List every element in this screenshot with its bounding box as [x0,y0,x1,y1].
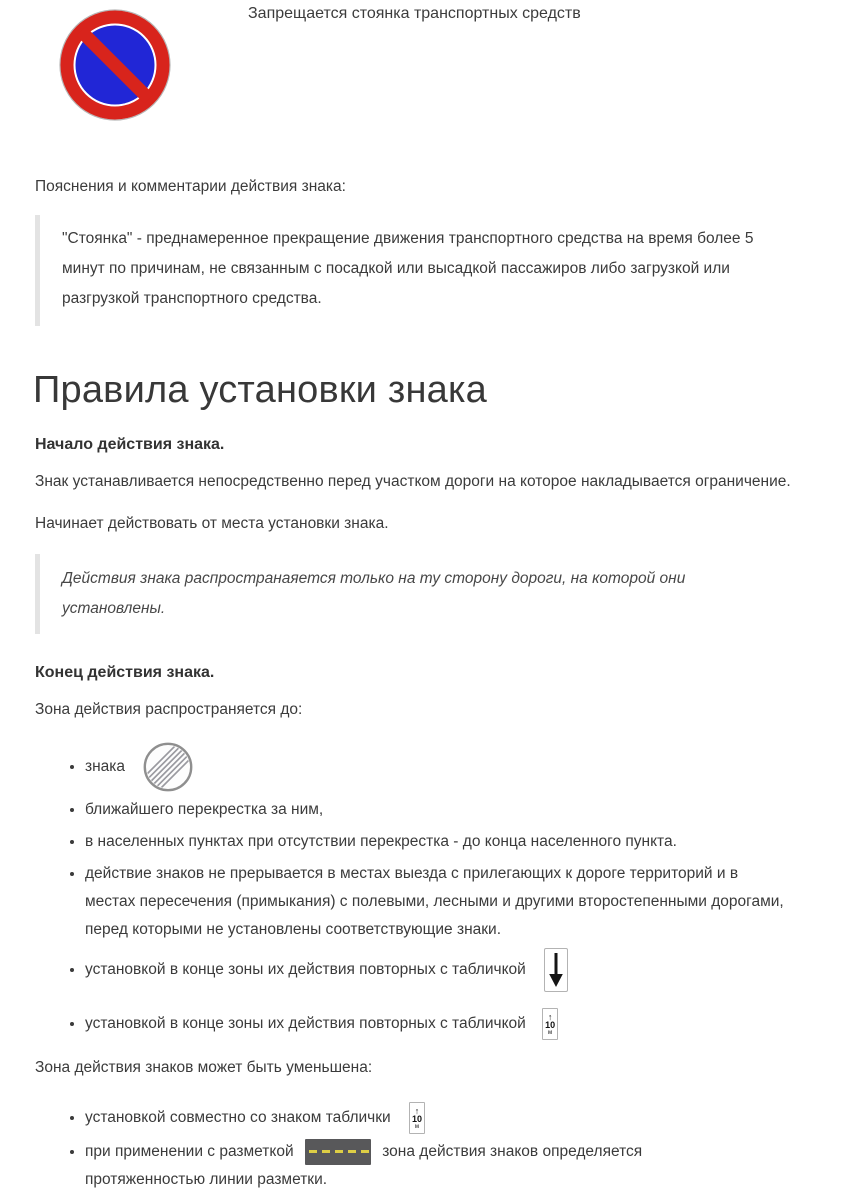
plaque-value: 10 [411,1113,422,1124]
start-paragraph-2: Начинает действовать от места установки знака. [35,515,389,532]
plaque-arrow: ↑ [414,1105,420,1116]
list-item [85,1138,725,1194]
side-note-blockquote [35,554,765,634]
end-of-restrictions-sign-icon [143,742,193,792]
list-item-text: установкой в конце зоны их действия повторных с табличкой [85,961,526,979]
arrow-down-plaque-icon [544,948,568,992]
list-item-text: знака [85,758,126,776]
list-item-text: при применении с разметкой [85,1143,294,1160]
sign-header [0,0,850,162]
plaque-unit: м [414,1123,420,1130]
plaque-unit: м [548,1029,553,1036]
list-item-text: действие знаков не прерывается в местах выезда с прилегающих к дороге территорий и в местах пересечения (примыкания) с полевыми, лесными и другими второстепенными дорогами, перед которыми не установлены соответствующие знаки. [85,865,784,938]
side-note-text: Действия знака распространаяется только на ту сторону дороги, на которой они установлены. [62,570,686,617]
distance-plaque-icon [542,1008,558,1040]
list-item [85,742,850,792]
explanations-label: Пояснения и комментарии действия знака: [35,178,346,195]
distance-plaque-icon [409,1102,425,1134]
list-item [85,828,850,856]
repeat-list [35,948,850,1040]
reduce-list [35,1102,850,1194]
no-parking-sign-icon [59,7,171,123]
list-item-text: в населенных пунктах при отсутствии перекрестка - до конца населенного пункта. [85,833,677,850]
page-title: Правила установки знака [33,369,487,411]
list-item-text: зона действия знаков определяется протяженностью линии разметки. [85,1143,643,1188]
list-item-text: установкой в конце зоны их действия повторных с табличкой [85,1015,526,1033]
start-paragraph-1: Знак устанавливается непосредственно перед участком дороги на которое накладывается ограничение. [35,473,791,490]
list-item [85,796,850,824]
list-item-text: ближайшего перекрестка за ним, [85,801,324,818]
road-marking-icon [305,1139,371,1165]
list-item-text: установкой совместно со знаком таблички [85,1109,391,1127]
list-item [85,1008,850,1040]
start-heading: Начало действия знака. [35,436,225,453]
definition-text: "Стоянка" - преднамеренное прекращение движения транспортного средства на время более 5 минут по причинам, не связанным с посадкой или высадкой пассажиров либо загрузкой или разгрузкой транспортного средства. [62,230,754,307]
plaque-arrow: ↑ [547,1011,553,1022]
zone-label: Зона действия распространяется до: [35,701,303,718]
sign-caption: Запрещается стоянка транспортных средств [248,5,581,22]
list-item [85,948,850,992]
zone-list [35,742,850,944]
reduce-label: Зона действия знаков может быть уменьшена: [35,1059,373,1076]
end-heading: Конец действия знака. [35,664,215,681]
list-item [85,1102,850,1134]
plaque-value: 10 [545,1019,556,1030]
definition-blockquote [35,215,765,326]
list-item [85,860,785,944]
